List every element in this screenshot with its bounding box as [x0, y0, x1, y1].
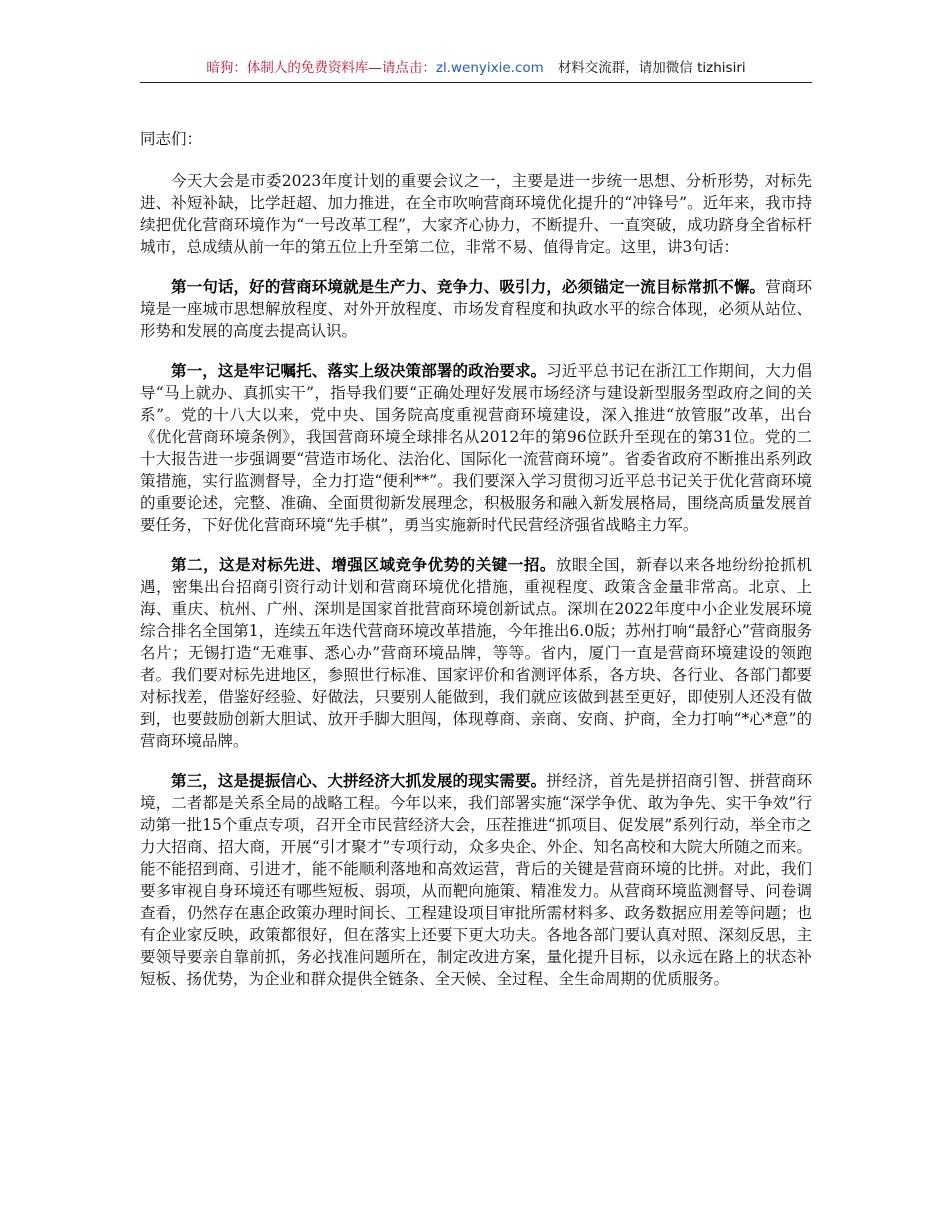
header-contact-text: 材料交流群，请加微信 tizhisiri: [557, 60, 746, 76]
section-body-1: 营商环境是一座城市思想解放程度、对外开放程度、市场发育程度和执政水平的综合体现，必须从站位、形势和发展的高度去提高认识。: [140, 278, 812, 340]
section-heading-2: 第一，这是牢记嘱托、落实上级决策部署的政治要求。: [171, 361, 547, 380]
section-heading-4: 第三，这是提振信心、大拼经济大抓发展的现实需要。: [171, 771, 547, 790]
page-header: [140, 58, 812, 83]
header-prompt: —请点击：: [368, 60, 436, 76]
section-paragraph-2: [140, 360, 812, 536]
section-paragraph-3: [140, 554, 812, 752]
section-heading-3: 第二，这是对标先进、增强区域竞争优势的关键一招。: [171, 555, 556, 574]
document-body: [140, 128, 812, 1008]
header-brand-link[interactable]: 暗狗：体制人的免费资料库: [206, 60, 369, 76]
section-heading-1: 第一句话，好的营商环境就是生产力、竞争力、吸引力，必须锚定一流目标常抓不懈。: [171, 277, 766, 296]
intro-paragraph: 今天大会是市委2023年度计划的重要会议之一，主要是进一步统一思想、分析形势，对标先进、补短补缺，比学赶超、加力推进，在全市吹响营商环境优化提升的“冲锋号”。近年来，我市持续把优化营商环境作为“一号改革工程”，大家齐心协力，不断提升、一直突破，成功跻身全省标杆城市，总成绩从前一年的第五位上升至第二位，非常不易、值得肯定。这里，讲3句话：: [140, 172, 812, 256]
section-paragraph-4: [140, 770, 812, 990]
section-body-2: 习近平总书记在浙江工作期间，大力倡导“马上就办、真抓实干”，指导我们要“正确处理好发展市场经济与建设新型服务型政府之间的关系”。党的十八大以来，党中央、国务院高度重视营商环境建设，深入推进“放管服”改革，出台《优化营商环境条例》，我国营商环境全球排名从2012年的第96位跃升至现在的第31位。党的二十大报告进一步强调要“营造市场化、法治化、国际化一流营商环境”。省委省政府不断推出系列政策措施，实行监测督导，全力打造“便利**”。我们要深入学习贯彻习近平总书记关于优化营商环境的重要论述，完整、准确、全面贯彻新发展理念，积极服务和融入新发展格局，围绕高质量发展首要任务，下好优化营商环境“先手棋”，勇当实施新时代民营经济强省战略主力军。: [140, 362, 812, 534]
section-paragraph-1: [140, 276, 812, 342]
section-body-4: 拼经济，首先是拼招商引智、拼营商环境，二者都是关系全局的战略工程。今年以来，我们部署实施“深学争优、敢为争先、实干争效”行动第一批15个重点专项，召开全市民营经济大会，压茬推进“抓项目、促发展”系列行动，举全市之力大招商、招大商，开展“引才聚才”专项行动，众多央企、外企、知名高校和大院大所随之而来。能不能招到商、引进才，能不能顺利落地和高效运营，背后的关键是营商环境的比拼。对此，我们要多审视自身环境还有哪些短板、弱项，从而靶向施策、精准发力。从营商环境监测督导、问卷调查看，仍然存在惠企政策办理时间长、工程建设项目审批所需材料多、政务数据应用差等问题；也有企业家反映，政策都很好，但在落实上还要下更大功夫。各地各部门要认真对照、深刻反思，主要领导要亲自靠前抓，务必找准问题所在，制定改进方案，量化提升目标，以永远在路上的状态补短板、扬优势，为企业和群众提供全链条、全天候、全过程、全生命周期的优质服务。: [140, 772, 812, 988]
section-body-3: 放眼全国，新春以来各地纷纷抢抓机遇，密集出台招商引资行动计划和营商环境优化措施，重视程度、政策含金量非常高。北京、上海、重庆、杭州、广州、深圳是国家首批营商环境创新试点。深圳在2022年度中小企业发展环境综合排名全国第1，连续五年迭代营商环境改革措施，今年推出6.0版；苏州打响“最舒心”营商服务名片；无锡打造“无难事、悉心办”营商环境品牌，等等。省内，厦门一直是营商环境建设的领跑者。我们要对标先进地区，参照世行标准、国家评价和省测评体系，各方块、各行业、各部门都要对标找差，借鉴好经验、好做法，只要别人能做到，我们就应该做到甚至更好，即使别人还没有做到，也要鼓励创新大胆试、放开手脚大胆闯，体现尊商、亲商、安商、护商，全力打响“*心*意”的营商环境品牌。: [140, 556, 812, 750]
header-url-link[interactable]: zl.wenyixie.com: [435, 60, 544, 76]
salutation: 同志们：: [140, 130, 203, 148]
